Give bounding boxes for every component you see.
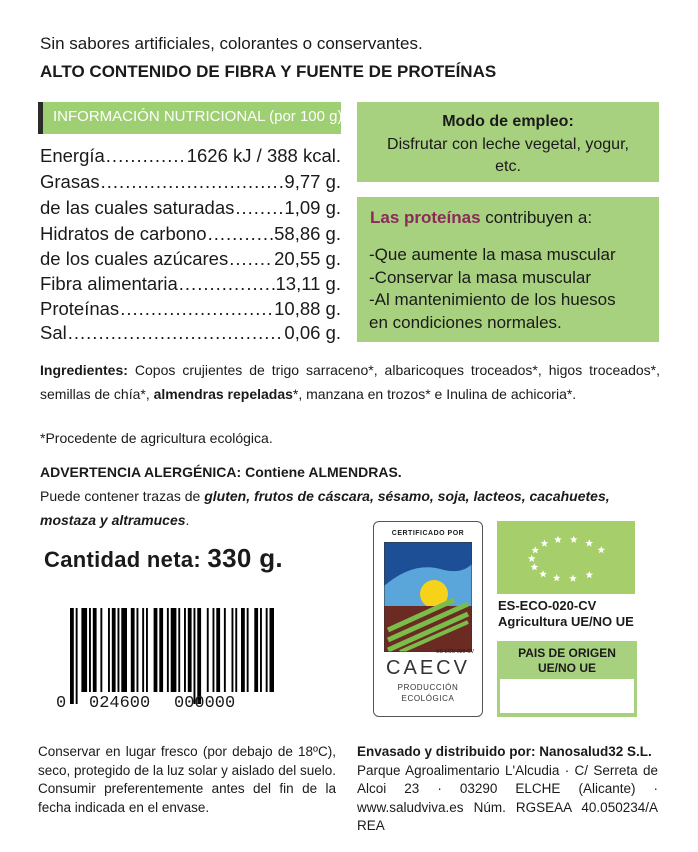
barcode-bar (184, 608, 186, 692)
eu-star-icon (539, 570, 547, 577)
nutrient-label: de los cuales azúcares (40, 248, 229, 269)
nutrient-value: 1626 kJ / 388 kcal. (186, 145, 341, 166)
barcode-bar (159, 608, 163, 692)
distributor-address: Parque Agroalimentario L'Alcudia · C/ Serreta de Alcoi 23 · 03290 ELCHE (Alicante) · www.saludviva.es Núm. RGSEAA 40.050234/A REA (357, 762, 658, 833)
nutrient-label: Proteínas (40, 298, 120, 319)
allergen-warning: ADVERTENCIA ALERGÉNICA: Contiene ALMENDRAS. (40, 464, 402, 480)
nutrient-value: 13,11 g. (275, 273, 341, 294)
nutrient-value: 20,55 g. (274, 248, 341, 269)
protein-claim-rest: contribuyen a: (480, 208, 593, 227)
barcode-bar (93, 608, 97, 692)
barcode-digit-prefix: 0 (56, 694, 67, 713)
caecv-sub1: PRODUCCIÓN (397, 683, 459, 692)
barcode-bar (178, 608, 180, 692)
eu-star-icon (553, 574, 561, 581)
nutrient-value: 1,09 g. (284, 197, 341, 218)
barcode-bar (146, 608, 148, 692)
protein-claim-item: -Al mantenimiento de los huesos (369, 290, 616, 309)
barcode-digits-right: 000000 (174, 694, 236, 713)
claim-no-additives: Sin sabores artificiales, colorantes o conservantes. (40, 34, 423, 53)
barcode-bar (81, 608, 87, 692)
ingredients-part: Copos crujientes de trigo sarraceno*, albaricoques troceados*, higos troceados*, semillas de chía*, (40, 362, 660, 402)
organic-origin-note: *Procedente de agricultura ecológica. (40, 430, 273, 446)
barcode-bar (108, 608, 110, 692)
barcode-bar (167, 608, 169, 692)
barcode-bar (247, 608, 249, 692)
barcode-bar (70, 608, 74, 704)
usage-box (357, 102, 659, 182)
nutrition-row (40, 298, 341, 320)
barcode-bar (188, 608, 192, 692)
ingredients-allergen: almendras repeladas (153, 386, 293, 402)
barcode-bar (171, 608, 177, 692)
nutrition-row (40, 273, 341, 295)
caecv-name: CAECV (386, 657, 470, 679)
barcode-bar (254, 608, 258, 692)
eu-star-icon (569, 575, 577, 582)
nutrient-label: Energía (40, 145, 105, 166)
nutrition-row (40, 145, 341, 167)
origin-country-box (497, 641, 637, 717)
barcode-bar (194, 608, 196, 704)
barcode-bar (224, 608, 226, 692)
traces-items: gluten, frutos de cáscara, sésamo, soja, lacteos, cacahuetes, mostaza y altramuces (40, 488, 610, 528)
distributor-label: Envasado y distribuido por: Nanosalud32 S.L. (357, 744, 652, 759)
nutrient-value: 58,86 g. (274, 223, 341, 244)
barcode-bar (76, 608, 78, 704)
caecv-certified-label: CERTIFICADO POR (391, 530, 465, 537)
caecv-certification-logo (373, 521, 483, 717)
nutrition-row (40, 197, 341, 219)
eu-star-icon (554, 536, 562, 543)
barcode (56, 608, 274, 720)
usage-title: Modo de empleo: (442, 113, 574, 130)
eu-organic-info (498, 598, 634, 630)
protein-claim-item: -Que aumente la masa muscular (369, 245, 616, 264)
barcode-bar (207, 608, 209, 692)
distributor-info (357, 743, 658, 836)
barcode-bar (89, 608, 91, 692)
eu-star-icon (541, 540, 549, 547)
barcode-bar (131, 608, 135, 692)
barcode-bar (260, 608, 262, 692)
protein-claim-item: -Conservar la masa muscular (369, 268, 592, 287)
barcode-bar (232, 608, 234, 692)
caecv-code: ES-ECO-020-CV (436, 649, 474, 655)
origin-title-line2: UE/NO UE (537, 661, 596, 675)
ingredients-label: Ingredientes: (40, 362, 128, 378)
nutrient-label: Hidratos de carbono (40, 223, 207, 244)
protein-claim-item: en condiciones normales. (369, 313, 562, 332)
nutrition-row (40, 223, 341, 245)
nutrition-row (40, 248, 341, 270)
barcode-bar (270, 608, 275, 692)
protein-highlight: Las proteínas (370, 208, 481, 227)
nutrition-title: INFORMACIÓN NUTRICIONAL (por 100 g) (53, 108, 343, 125)
eu-agriculture-origin: Agricultura UE/NO UE (498, 614, 634, 629)
protein-claim-heading (370, 208, 592, 228)
barcode-bar (241, 608, 245, 692)
caecv-sub2: ECOLÓGICA (401, 694, 455, 703)
usage-text: Disfrutar con leche vegetal, yogur, etc. (387, 136, 629, 175)
eu-star-icon (528, 555, 536, 562)
nutrient-label: Sal (40, 322, 67, 343)
barcode-bar (137, 608, 139, 692)
barcode-bar (216, 608, 220, 692)
barcode-bar (118, 608, 120, 692)
barcode-digits-left: 024600 (89, 694, 151, 713)
barcode-bar (121, 608, 127, 692)
net-quantity-label: Cantidad neta: (44, 547, 208, 572)
barcode-bar (154, 608, 158, 692)
barcode-bar (235, 608, 237, 692)
barcode-bar (197, 608, 201, 704)
eu-star-icon (585, 539, 593, 546)
eu-organic-code: ES-ECO-020-CV (498, 598, 597, 613)
nutrient-label: de las cuales saturadas (40, 197, 235, 218)
eu-star-icon (532, 546, 540, 553)
eu-star-icon (570, 536, 578, 543)
net-quantity-value: 330 g. (207, 543, 283, 573)
storage-instructions: Conservar en lugar fresco (por debajo de 18ºC), seco, protegido de la luz solar y aislado del suelo. Consumir preferentemente antes del fin de la fecha indicada en el envase. (38, 744, 336, 815)
traces-prefix: Puede contener trazas de (40, 488, 205, 504)
nutrition-row (40, 171, 341, 193)
ingredients-text (40, 358, 660, 406)
barcode-bar (100, 608, 102, 692)
traces-end: . (185, 512, 190, 528)
origin-country-field (500, 679, 634, 713)
ingredients-part: *, manzana en trozos* e Inulina de achicoria*. (292, 386, 577, 402)
nutrient-value: 0,06 g. (284, 322, 341, 343)
caecv-production-label (374, 682, 482, 704)
barcode-bar (112, 608, 116, 692)
nutrient-value: 10,88 g. (274, 298, 341, 319)
protein-claim-box (357, 197, 659, 342)
nutrition-row (40, 322, 341, 344)
barcode-bar (142, 608, 144, 692)
eu-star-icon (586, 571, 594, 578)
eu-leaf-stars-icon (497, 521, 635, 594)
eu-star-icon (531, 563, 539, 570)
eu-organic-leaf-logo (497, 521, 635, 594)
barcode-bar (266, 608, 268, 692)
nutrition-header (38, 102, 341, 134)
claim-fiber-protein: ALTO CONTENIDO DE FIBRA Y FUENTE DE PROTEÍNAS (40, 62, 497, 81)
net-quantity (44, 543, 283, 574)
nutrient-label: Grasas (40, 171, 100, 192)
caecv-emblem-icon (384, 542, 472, 652)
nutrient-label: Fibra alimentaria (40, 273, 178, 294)
barcode-bar (213, 608, 215, 692)
eu-star-icon (598, 546, 606, 553)
origin-country-title (497, 646, 637, 676)
origin-title-line1: PAIS DE ORIGEN (518, 646, 616, 660)
nutrient-value: 9,77 g. (284, 171, 341, 192)
